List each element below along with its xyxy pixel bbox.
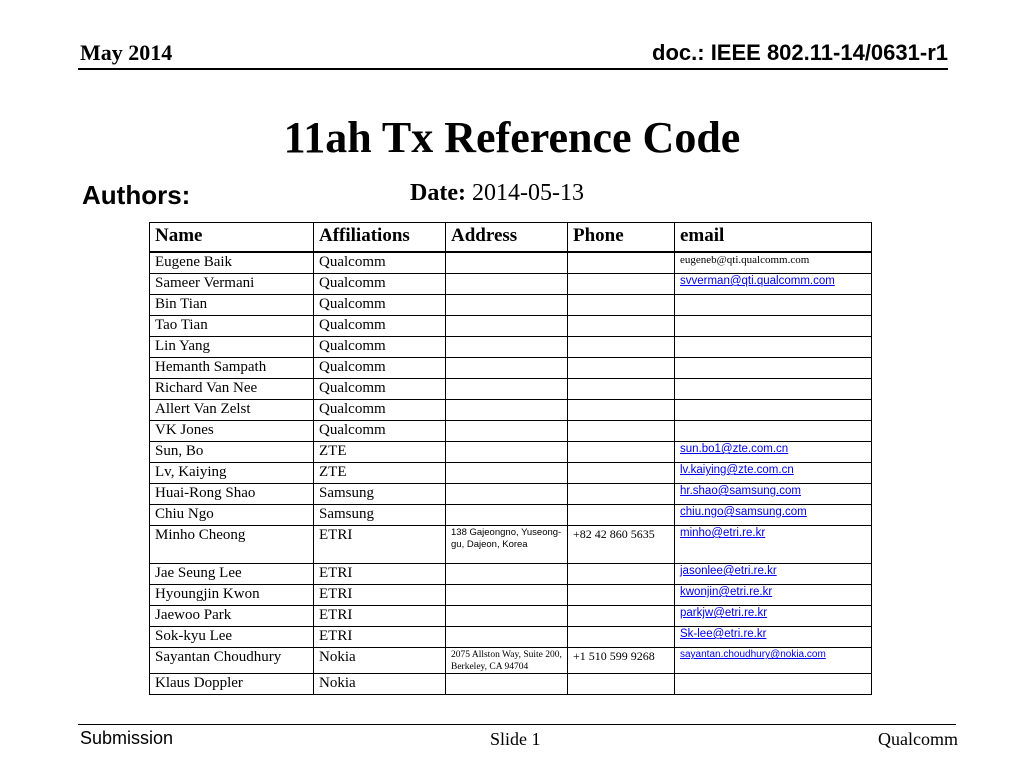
name-cell: Huai-Rong Shao — [150, 484, 314, 505]
table-row — [150, 442, 872, 463]
table-row — [150, 484, 872, 505]
phone-cell — [568, 379, 675, 400]
address-cell — [446, 252, 568, 274]
table-row — [150, 585, 872, 606]
address-cell — [446, 484, 568, 505]
slide-title: 11ah Tx Reference Code — [283, 113, 741, 162]
address-cell — [446, 274, 568, 295]
address-cell — [446, 295, 568, 316]
address-cell — [446, 337, 568, 358]
phone-cell — [568, 564, 675, 585]
affiliation-cell: Qualcomm — [314, 358, 446, 379]
affiliation-cell: ZTE — [314, 463, 446, 484]
column-header-phone: Phone — [568, 223, 675, 253]
email-cell — [675, 421, 872, 442]
table-row — [150, 295, 872, 316]
table-row — [150, 505, 872, 526]
table-body — [150, 252, 872, 695]
authors-table — [149, 222, 872, 695]
address-cell — [446, 358, 568, 379]
table-row — [150, 627, 872, 648]
phone-cell — [568, 463, 675, 484]
affiliation-cell: ETRI — [314, 526, 446, 564]
email-cell[interactable]: chiu.ngo@samsung.com — [675, 505, 872, 526]
phone-cell — [568, 505, 675, 526]
phone-cell — [568, 252, 675, 274]
affiliation-cell: Samsung — [314, 484, 446, 505]
email-cell — [675, 295, 872, 316]
name-cell: Eugene Baik — [150, 252, 314, 274]
name-cell: Richard Van Nee — [150, 379, 314, 400]
address-cell — [446, 379, 568, 400]
affiliation-cell: Qualcomm — [314, 379, 446, 400]
address-cell — [446, 400, 568, 421]
affiliation-cell: Qualcomm — [314, 295, 446, 316]
phone-cell — [568, 295, 675, 316]
phone-cell — [568, 627, 675, 648]
name-cell: Sayantan Choudhury — [150, 648, 314, 674]
email-cell — [675, 358, 872, 379]
email-cell[interactable]: lv.kaiying@zte.com.cn — [675, 463, 872, 484]
address-cell — [446, 442, 568, 463]
authors-label: Authors: — [82, 180, 191, 210]
phone-cell — [568, 274, 675, 295]
name-cell: Jae Seung Lee — [150, 564, 314, 585]
address-cell — [446, 421, 568, 442]
phone-cell — [568, 316, 675, 337]
table-row — [150, 379, 872, 400]
column-header-name: Name — [150, 223, 314, 253]
email-cell[interactable]: sayantan.choudhury@nokia.com — [675, 648, 872, 674]
affiliation-cell: Qualcomm — [314, 274, 446, 295]
phone-cell — [568, 442, 675, 463]
name-cell: Klaus Doppler — [150, 674, 314, 695]
email-cell[interactable]: svverman@qti.qualcomm.com — [675, 274, 872, 295]
footer-submission: Submission — [80, 728, 174, 748]
name-cell: VK Jones — [150, 421, 314, 442]
phone-cell: +1 510 599 9268 — [568, 648, 675, 674]
phone-cell — [568, 421, 675, 442]
name-cell: Allert Van Zelst — [150, 400, 314, 421]
date-label: Date: — [410, 180, 466, 206]
table-row — [150, 606, 872, 627]
table-row — [150, 564, 872, 585]
phone-cell — [568, 606, 675, 627]
address-cell — [446, 505, 568, 526]
affiliation-cell: Qualcomm — [314, 252, 446, 274]
email-cell[interactable]: hr.shao@samsung.com — [675, 484, 872, 505]
affiliation-cell: Qualcomm — [314, 316, 446, 337]
phone-cell — [568, 337, 675, 358]
address-cell — [446, 674, 568, 695]
address-cell — [446, 606, 568, 627]
name-cell: Lv, Kaiying — [150, 463, 314, 484]
affiliation-cell: Qualcomm — [314, 337, 446, 358]
table-row — [150, 274, 872, 295]
table-row — [150, 252, 872, 274]
address-cell — [446, 463, 568, 484]
email-cell — [675, 379, 872, 400]
column-header-address: Address — [446, 223, 568, 253]
name-cell: Chiu Ngo — [150, 505, 314, 526]
email-cell — [675, 400, 872, 421]
name-cell: Minho Cheong — [150, 526, 314, 564]
email-cell — [675, 316, 872, 337]
email-cell[interactable]: Sk-lee@etri.re.kr — [675, 627, 872, 648]
footer-organization: Qualcomm — [878, 729, 958, 749]
affiliation-cell: ZTE — [314, 442, 446, 463]
name-cell: Hemanth Sampath — [150, 358, 314, 379]
affiliation-cell: ETRI — [314, 627, 446, 648]
table-row — [150, 358, 872, 379]
header-date: May 2014 — [80, 40, 173, 65]
email-cell — [675, 674, 872, 695]
table-row — [150, 316, 872, 337]
name-cell: Bin Tian — [150, 295, 314, 316]
date-line — [410, 180, 584, 207]
name-cell: Hyoungjin Kwon — [150, 585, 314, 606]
affiliation-cell: ETRI — [314, 564, 446, 585]
email-cell[interactable]: parkjw@etri.re.kr — [675, 606, 872, 627]
name-cell: Lin Yang — [150, 337, 314, 358]
column-header-email: email — [675, 223, 872, 253]
name-cell: Sok-kyu Lee — [150, 627, 314, 648]
table-row — [150, 337, 872, 358]
footer-divider — [78, 724, 956, 725]
affiliation-cell: Nokia — [314, 674, 446, 695]
name-cell: Sun, Bo — [150, 442, 314, 463]
table-row — [150, 648, 872, 674]
footer-slide-number: Slide 1 — [490, 729, 541, 749]
phone-cell — [568, 674, 675, 695]
phone-cell — [568, 358, 675, 379]
phone-cell — [568, 585, 675, 606]
address-cell — [446, 585, 568, 606]
address-cell: 138 Gajeongno, Yuseong-gu, Dajeon, Korea — [446, 526, 568, 564]
address-cell — [446, 564, 568, 585]
affiliation-cell: Qualcomm — [314, 421, 446, 442]
header-divider — [78, 68, 948, 70]
table-row — [150, 463, 872, 484]
name-cell: Tao Tian — [150, 316, 314, 337]
phone-cell — [568, 400, 675, 421]
phone-cell: +82 42 860 5635 — [568, 526, 675, 564]
column-header-affiliations: Affiliations — [314, 223, 446, 253]
name-cell: Sameer Vermani — [150, 274, 314, 295]
email-cell[interactable]: jasonlee@etri.re.kr — [675, 564, 872, 585]
affiliation-cell: ETRI — [314, 606, 446, 627]
affiliation-cell: Nokia — [314, 648, 446, 674]
date-value: 2014-05-13 — [471, 180, 584, 206]
table-row — [150, 526, 872, 564]
email-cell[interactable]: kwonjin@etri.re.kr — [675, 585, 872, 606]
email-cell[interactable]: minho@etri.re.kr — [675, 526, 872, 564]
email-cell — [675, 337, 872, 358]
table-row — [150, 400, 872, 421]
table-row — [150, 674, 872, 695]
email-cell: eugeneb@qti.qualcomm.com — [675, 252, 872, 274]
table-row — [150, 421, 872, 442]
address-cell — [446, 316, 568, 337]
header-doc-id: doc.: IEEE 802.11-14/0631-r1 — [652, 40, 948, 65]
table-header-row — [150, 223, 872, 253]
address-cell: 2075 Allston Way, Suite 200, Berkeley, CA 94704 — [446, 648, 568, 674]
name-cell: Jaewoo Park — [150, 606, 314, 627]
affiliation-cell: ETRI — [314, 585, 446, 606]
affiliation-cell: Qualcomm — [314, 400, 446, 421]
email-cell[interactable]: sun.bo1@zte.com.cn — [675, 442, 872, 463]
address-cell — [446, 627, 568, 648]
affiliation-cell: Samsung — [314, 505, 446, 526]
phone-cell — [568, 484, 675, 505]
